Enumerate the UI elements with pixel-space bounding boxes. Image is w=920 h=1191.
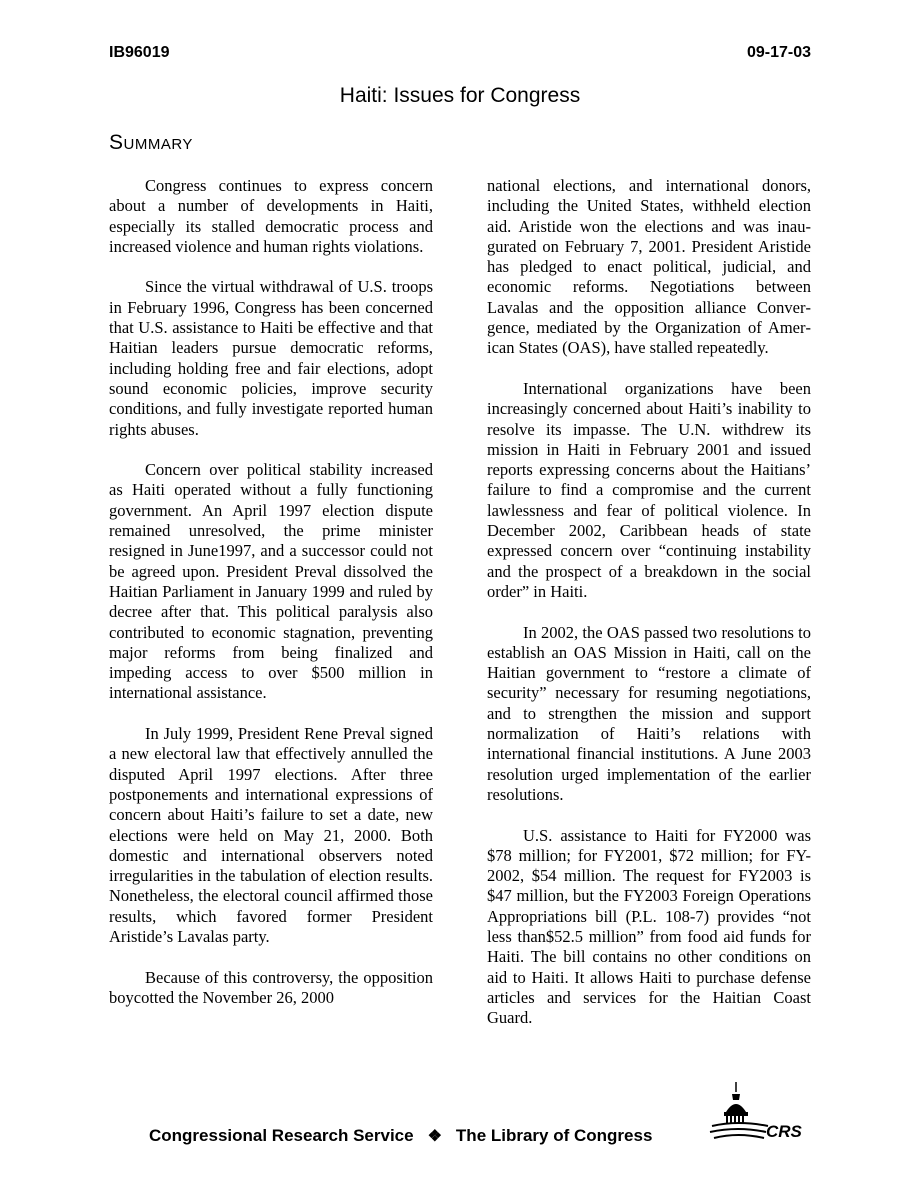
paragraph: International organizations have been increasingly concerned about Haiti’s inability to resolve its impasse. The U.N. withdrew its mission in Haiti in February 2001 and issued reports expressing concerns about the Haitians’ failure to find a compromise and the current lawlessness and fear of political violence. In December 2002, Caribbean heads of state expressed concern over “continuing instability and the prospect of a breakdown in the social order” in Haiti. (487, 378, 811, 601)
right-column (487, 176, 811, 1049)
page-header (109, 44, 811, 62)
crs-capitol-logo-icon (708, 1080, 812, 1146)
section-heading-summary: Summary (109, 131, 193, 154)
report-date: 09-17-03 (746, 44, 811, 61)
left-column (109, 176, 433, 1028)
paragraph: U.S. assistance to Haiti for FY2000 was $78 million; for FY2001, $72 million; for FY-2002, $54 million. The request for FY2003 is $47 million, but the FY2003 Foreign Operations Appropriations bill (P.L. 108-7) provides “not less than$52.5 million” from food aid funds for Haiti. The bill contains no other conditions on aid to Haiti. It allows Haiti to purchase defense articles and services for the Haitian Coast Guard. (487, 825, 811, 1028)
page-footer (149, 1126, 652, 1146)
logo-text: CRS (766, 1122, 802, 1141)
footer-library: The Library of Congress (455, 1126, 653, 1145)
paragraph-continued: national elections, and international donors, including the United States, withheld election aid. Aristide won the elections and was inaugurated on February 7, 2001. President Aristide has pledged to enact political, judicial, and economic reforms. Negotiations between Lavalas and the opposition alliance Convergence, mediated by the Organization of American States (OAS), have stalled repeatedly. (487, 176, 811, 358)
diamond-separator-icon: ❖ (427, 1128, 442, 1145)
paragraph: Concern over political stability increased as Haiti operated without a fully functioning government. An April 1997 election dispute remained unresolved, the prime minister resigned in June1997, and a successor could not be agreed upon. President Preval dissolved the Haitian Parliament in January 1999 and ruled by decree after that. This political paralysis also contributed to economic stagnation, preventing major reforms from being finalized and impeding access to over $500 million in international assistance. (109, 460, 433, 703)
paragraph: In 2002, the OAS passed two resolutions to establish an OAS Mission in Haiti, call on the Haitian government to “restore a climate of security” necessary for resuming negotiations, and to strengthen the mission and support normalization of Haiti’s relations with international financial institutions. A June 2003 resolution urged implementation of the earlier resolutions. (487, 622, 811, 804)
report-id: IB96019 (109, 44, 170, 61)
paragraph: Congress continues to express concern about a number of developments in Haiti, especially its stalled democratic process and increased violence and human rights violations. (109, 176, 433, 256)
paragraph: In July 1999, President Rene Preval signed a new electoral law that effectively annulled the disputed April 1997 elections. After three postponements and international expressions of concern about Haiti’s failure to set a date, new elections were held on May 21, 2000. Both domestic and international observers noted irregularities in the tabulation of election results. Nonetheless, the electoral council affirmed those results, which favored former President Aristide’s Lavalas party. (109, 724, 433, 946)
paragraph: Since the virtual withdrawal of U.S. troops in February 1996, Congress has been concerned that U.S. assistance to Haiti be effective and that Haitian leaders pursue democratic reforms, including holding free and fair elections, adopt sound economic policies, improve security conditions, and fully investigate reported human rights abuses. (109, 277, 433, 439)
paragraph: Because of this controversy, the opposition boycotted the November 26, 2000 (109, 967, 433, 1007)
footer-crs: Congressional Research Service (149, 1126, 414, 1145)
document-title: Haiti: Issues for Congress (339, 84, 581, 107)
